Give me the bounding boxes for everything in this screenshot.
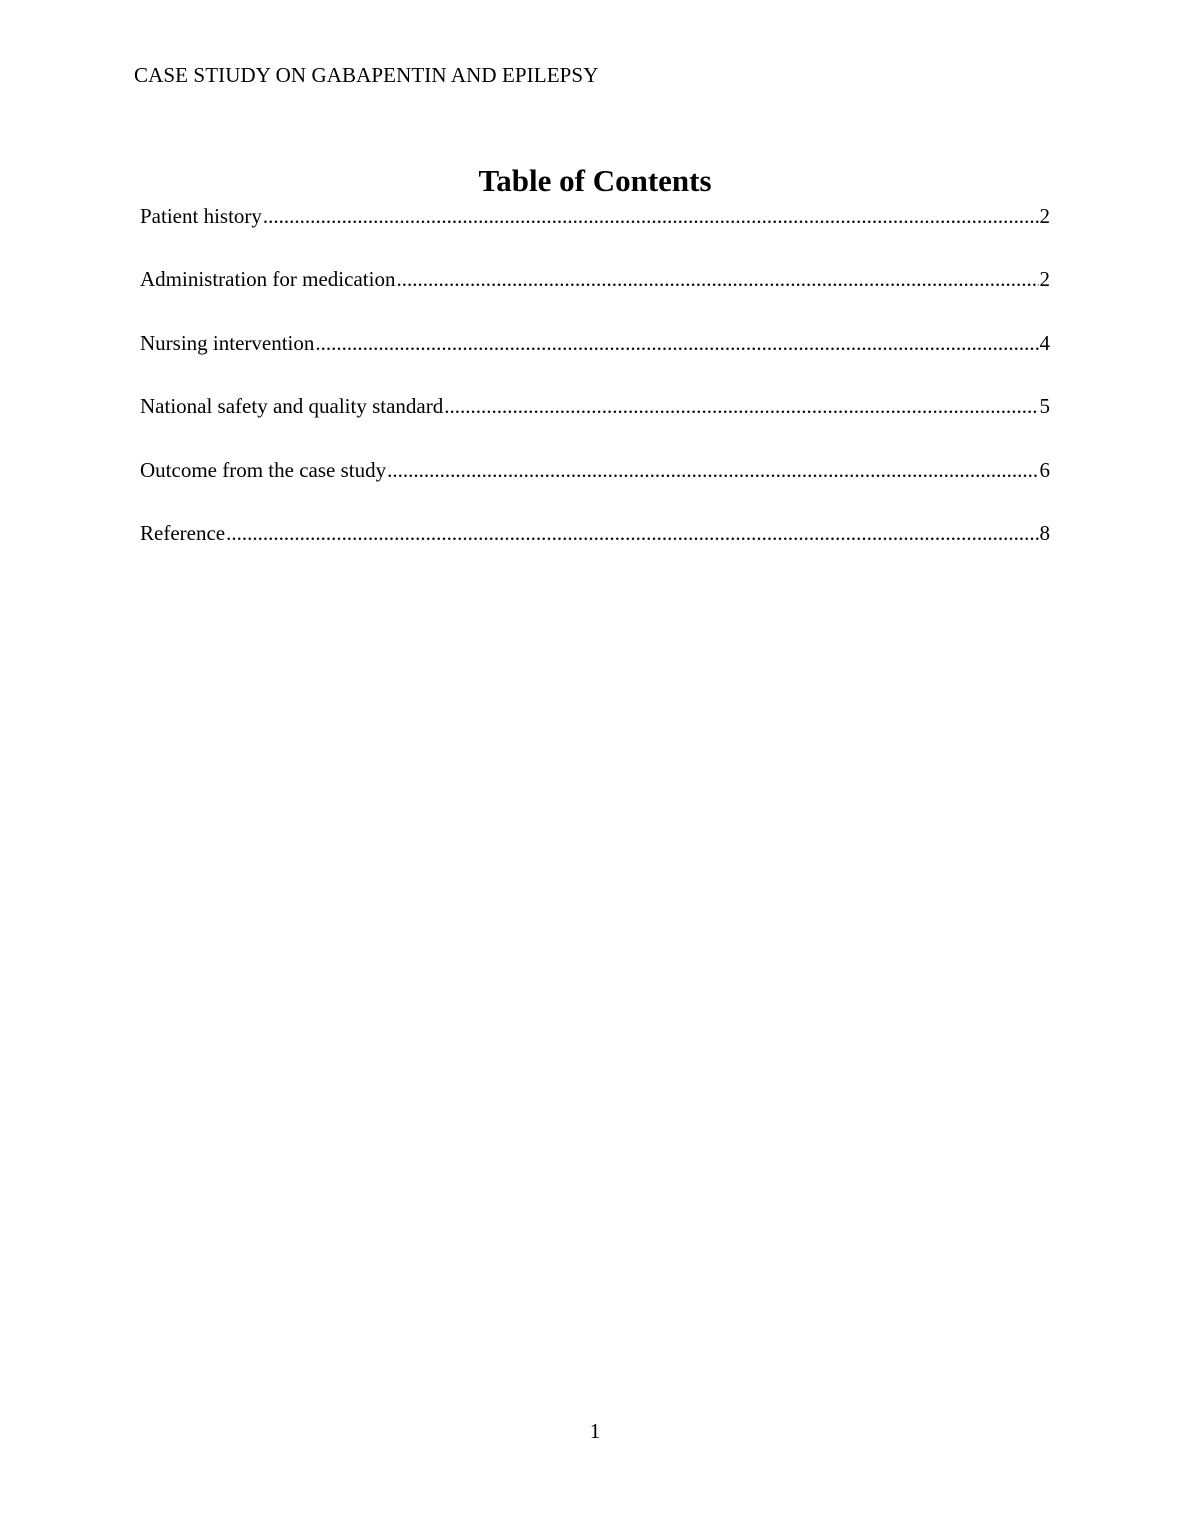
toc-entry-label: Nursing intervention bbox=[140, 330, 315, 355]
toc-entry-patient-history[interactable] bbox=[140, 200, 1050, 263]
running-head: CASE STIUDY ON GABAPENTIN AND EPILEPSY bbox=[134, 63, 599, 87]
toc-entry-nursing-intervention[interactable] bbox=[140, 327, 1050, 390]
toc-entry-page: 2 bbox=[1039, 267, 1050, 292]
toc-entry-label: Administration for medication bbox=[140, 267, 396, 292]
toc-entry-page: 5 bbox=[1039, 394, 1050, 419]
toc-entry-label: Patient history bbox=[140, 204, 262, 228]
toc-entry-page: 6 bbox=[1039, 457, 1050, 482]
toc-entry-page: 4 bbox=[1039, 330, 1050, 355]
toc-title: Table of Contents bbox=[478, 163, 712, 198]
toc-entry-label: Outcome from the case study bbox=[140, 457, 387, 482]
toc-leader-dots bbox=[226, 517, 1038, 549]
toc-leader-dots bbox=[396, 263, 1038, 295]
toc-entry-outcome-from-the-case-study[interactable] bbox=[140, 454, 1050, 517]
toc-entry-page: 8 bbox=[1039, 520, 1050, 545]
toc-entry-national-safety-and-quality-standard[interactable] bbox=[140, 390, 1050, 453]
toc-leader-dots bbox=[263, 200, 1039, 232]
toc-leader-dots bbox=[387, 454, 1038, 486]
toc-entry-reference[interactable] bbox=[140, 517, 1050, 580]
toc-entry-page: 2 bbox=[1039, 204, 1050, 228]
toc-leader-dots bbox=[444, 390, 1038, 422]
toc-list bbox=[140, 200, 1050, 580]
toc-entry-label: Reference bbox=[140, 520, 226, 545]
toc-leader-dots bbox=[315, 327, 1038, 359]
toc-entry-label: National safety and quality standard bbox=[140, 394, 444, 419]
page-number: 1 bbox=[589, 1419, 601, 1443]
toc-entry-administration-for-medication[interactable] bbox=[140, 263, 1050, 326]
